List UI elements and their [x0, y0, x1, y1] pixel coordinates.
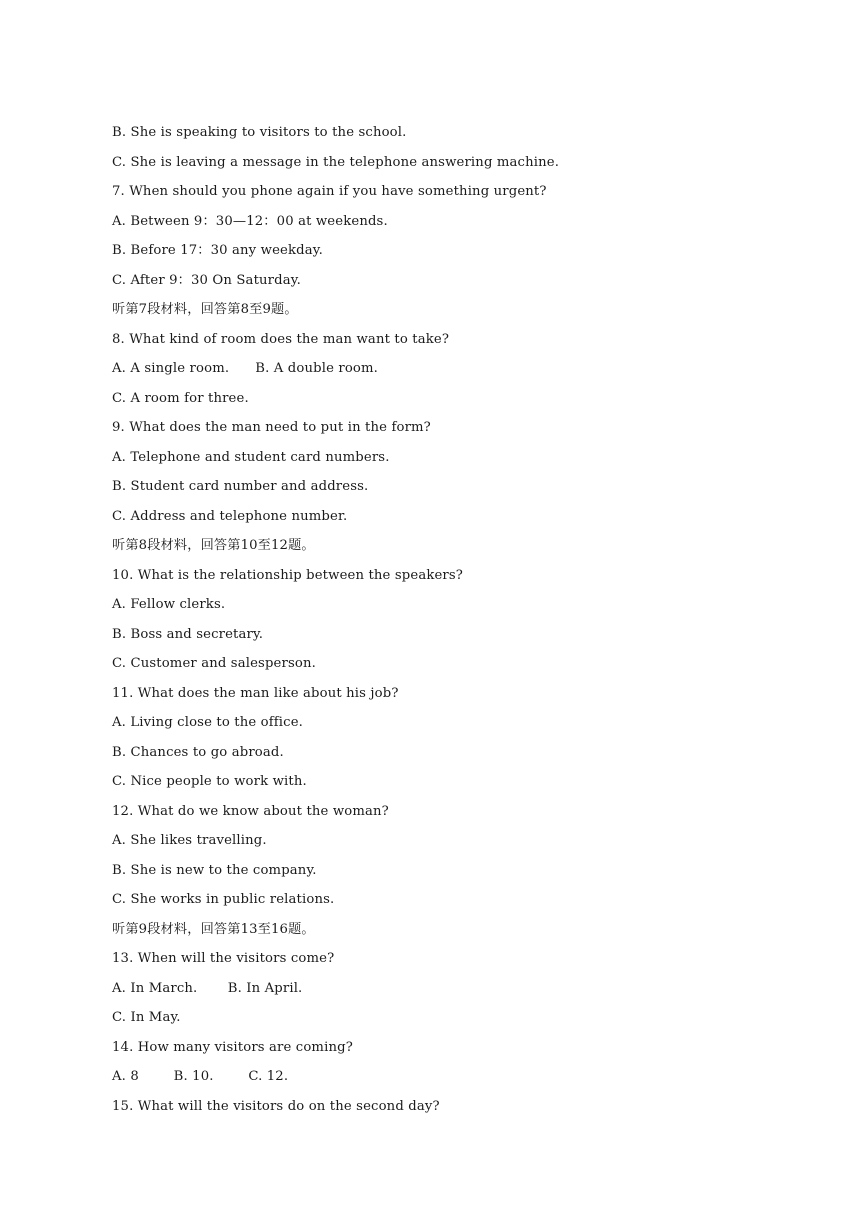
section-instruction: 听第7段材料，回答第8至9题。: [112, 302, 298, 317]
answer-option: C. Customer and salesperson.: [112, 656, 316, 671]
answer-option: A. Fellow clerks.: [112, 597, 226, 612]
question-13: 13. When will the visitors come?: [112, 951, 335, 966]
question-7: 7. When should you phone again if you have something urgent?: [112, 184, 547, 199]
answer-option: A. Living close to the office.: [112, 715, 304, 730]
answer-option: A. Between 9：30—12：00 at weekends.: [112, 213, 388, 229]
section-instruction: 听第8段材料，回答第10至12题。: [112, 538, 315, 553]
answer-options-row: A. 8 B. 10. C. 12.: [112, 1069, 289, 1084]
answer-option: B. She is speaking to visitors to the school.: [112, 125, 407, 140]
answer-option: B. Student card number and address.: [112, 479, 369, 494]
question-text-block: [112, 121, 812, 1124]
question-12: 12. What do we know about the woman?: [112, 803, 389, 819]
question-9: 9. What does the man need to put in the form?: [112, 420, 431, 435]
section-instruction: 听第9段材料，回答第13至16题。: [112, 921, 315, 937]
answer-option: C. A room for three.: [112, 390, 249, 406]
answer-option: B. She is new to the company.: [112, 862, 317, 878]
answer-option: B. Chances to go abroad.: [112, 744, 284, 760]
answer-option: C. She works in public relations.: [112, 892, 335, 907]
question-11: 11. What does the man like about his job?: [112, 685, 399, 701]
question-10: 10. What is the relationship between the speakers?: [112, 567, 464, 583]
answer-option: A. Telephone and student card numbers.: [112, 449, 390, 465]
answer-options-row: A. A single room. B. A double room.: [112, 361, 378, 376]
answer-options-row: A. In March. B. In April.: [112, 980, 303, 996]
answer-option: C. She is leaving a message in the telephone answering machine.: [112, 154, 560, 170]
answer-option: C. Address and telephone number.: [112, 508, 348, 524]
answer-option: C. Nice people to work with.: [112, 774, 307, 789]
answer-option: C. In May.: [112, 1010, 181, 1025]
answer-option: B. Before 17：30 any weekday.: [112, 243, 323, 258]
question-8: 8. What kind of room does the man want to take?: [112, 331, 450, 347]
answer-option: C. After 9：30 On Saturday.: [112, 272, 301, 288]
question-14: 14. How many visitors are coming?: [112, 1039, 353, 1055]
question-15: 15. What will the visitors do on the second day?: [112, 1098, 440, 1114]
answer-option: A. She likes travelling.: [112, 833, 267, 848]
answer-option: B. Boss and secretary.: [112, 626, 264, 642]
